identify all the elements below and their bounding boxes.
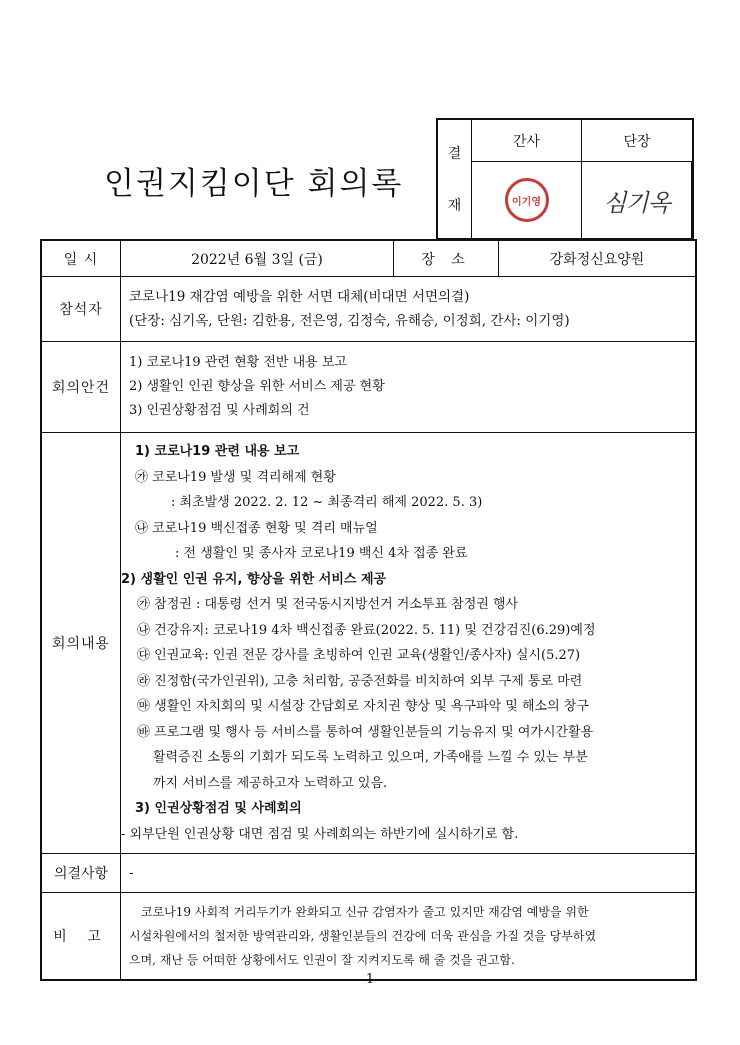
attendees-cell (121, 277, 697, 342)
agenda-label: 회의안건 (41, 342, 121, 433)
content-item-continued: 활력증진 소통의 기회가 되도록 노력하고 있으며, 가족애를 느낄 수 있는 부분 (153, 750, 588, 765)
resolution-value: - (121, 854, 697, 893)
content-section-heading: 2) 생활인 인권 유지, 향상을 위한 서비스 제공 (121, 571, 387, 587)
handwritten-signature: 심기옥 (603, 188, 670, 217)
document-title: 인권지킴이단 회의록 (104, 166, 404, 202)
resolution-row (41, 854, 696, 893)
content-item: ㉳ 프로그램 및 행사 등 서비스를 통하여 생활인분들의 기능유지 및 여가시간활용 (137, 724, 594, 740)
content-item: ㉲ 생활인 자치회의 및 시설장 간담회로 자치권 향상 및 욕구파악 및 해소의 창구 (137, 699, 589, 714)
date-row (41, 240, 696, 277)
approval-leader-sign-cell (582, 162, 692, 238)
agenda-item: 2) 생활인 인권 향상을 위한 서비스 제공 현황 (129, 379, 385, 394)
place-value: 강화정신요양원 (499, 240, 697, 277)
approval-label-top: 결 (447, 146, 462, 162)
red-seal-stamp: 이기영 (505, 178, 549, 222)
remarks-line: 코로나19 사회적 거리두기가 완화되고 신규 감염자가 줄고 있지만 재감염 예방을 위한 (141, 905, 589, 919)
agenda-item: 1) 코로나19 관련 현황 전반 내용 보고 (129, 355, 347, 370)
resolution-label: 의결사항 (41, 854, 121, 893)
content-label: 회의내용 (41, 433, 121, 854)
minutes-table (40, 239, 697, 981)
content-item: ㉮ 참정권 : 대통령 선거 및 전국동시지방선거 거소투표 참정권 행사 (137, 597, 519, 612)
approval-label-bottom: 재 (447, 198, 462, 214)
content-item: ㉯ 코로나19 백신접종 현황 및 격리 매뉴얼 (135, 520, 378, 536)
agenda-cell (121, 342, 697, 433)
content-item: ㉰ 인권교육: 인권 전문 강사를 초빙하여 인권 교육(생활인/종사자) 실시(5.27) (137, 648, 581, 663)
content-item: ㉮ 코로나19 발생 및 격리해제 현황 (135, 469, 336, 485)
agenda-row (41, 342, 696, 433)
remarks-line: 으며, 재난 등 어떠한 상황에서도 인권이 잘 지켜지도록 해 줄 것을 권고함. (129, 953, 515, 967)
attendees-row (41, 277, 696, 342)
content-section-heading: 3) 인권상황점검 및 사례회의 (135, 801, 302, 816)
approval-header-leader: 단장 (582, 120, 692, 162)
attendees-label: 참석자 (41, 277, 121, 342)
remarks-line: 시설차원에서의 철저한 방역관리와, 생활인분들의 건강에 더욱 관심을 가질 것을 당부하였 (129, 929, 597, 943)
page-number: - 1 - (357, 972, 383, 987)
approval-label (438, 120, 472, 238)
content-detail: : 최초발생 2022. 2. 12 ~ 최종격리 해제 2022. 5. 3) (171, 495, 483, 510)
agenda-item: 3) 인권상황점검 및 사례회의 건 (129, 403, 310, 418)
remarks-cell (121, 893, 697, 981)
content-item: ㉯ 건강유지: 코로나19 4차 백신접종 완료(2022. 5. 11) 및 건강검진(6.29)예정 (137, 622, 596, 638)
content-cell (121, 433, 697, 854)
remarks-label: 비 고 (41, 893, 121, 981)
content-row (41, 433, 696, 854)
date-value: 2022년 6월 3일 (금) (121, 240, 394, 277)
approval-secretary-seal-cell (472, 162, 582, 238)
content-item: ㉱ 진정함(국가인권위), 고충 처리함, 공중전화를 비치하여 외부 구제 통로 마련 (137, 673, 583, 689)
place-label: 장 소 (394, 240, 499, 277)
content-detail: : 전 생활인 및 종사자 코로나19 백신 4차 접종 완료 (175, 546, 468, 561)
approval-header-secretary: 간사 (472, 120, 582, 162)
attendees-line: 코로나19 재감염 예방을 위한 서면 대체(비대면 서면의결) (129, 289, 470, 305)
content-section-heading: 1) 코로나19 관련 내용 보고 (135, 444, 300, 459)
content-item-continued: 까지 서비스를 제공하고자 노력하고 있음. (153, 775, 388, 791)
date-label: 일 시 (41, 240, 121, 277)
remarks-row (41, 893, 696, 981)
attendees-line: (단장: 심기옥, 단원: 김한용, 전은영, 김정숙, 유해승, 이정희, 간사: 이기영) (129, 313, 570, 329)
approval-box (436, 118, 694, 240)
content-item: - 외부단원 인권상황 대면 점검 및 사례회의는 하반기에 실시하기로 함. (121, 826, 519, 842)
